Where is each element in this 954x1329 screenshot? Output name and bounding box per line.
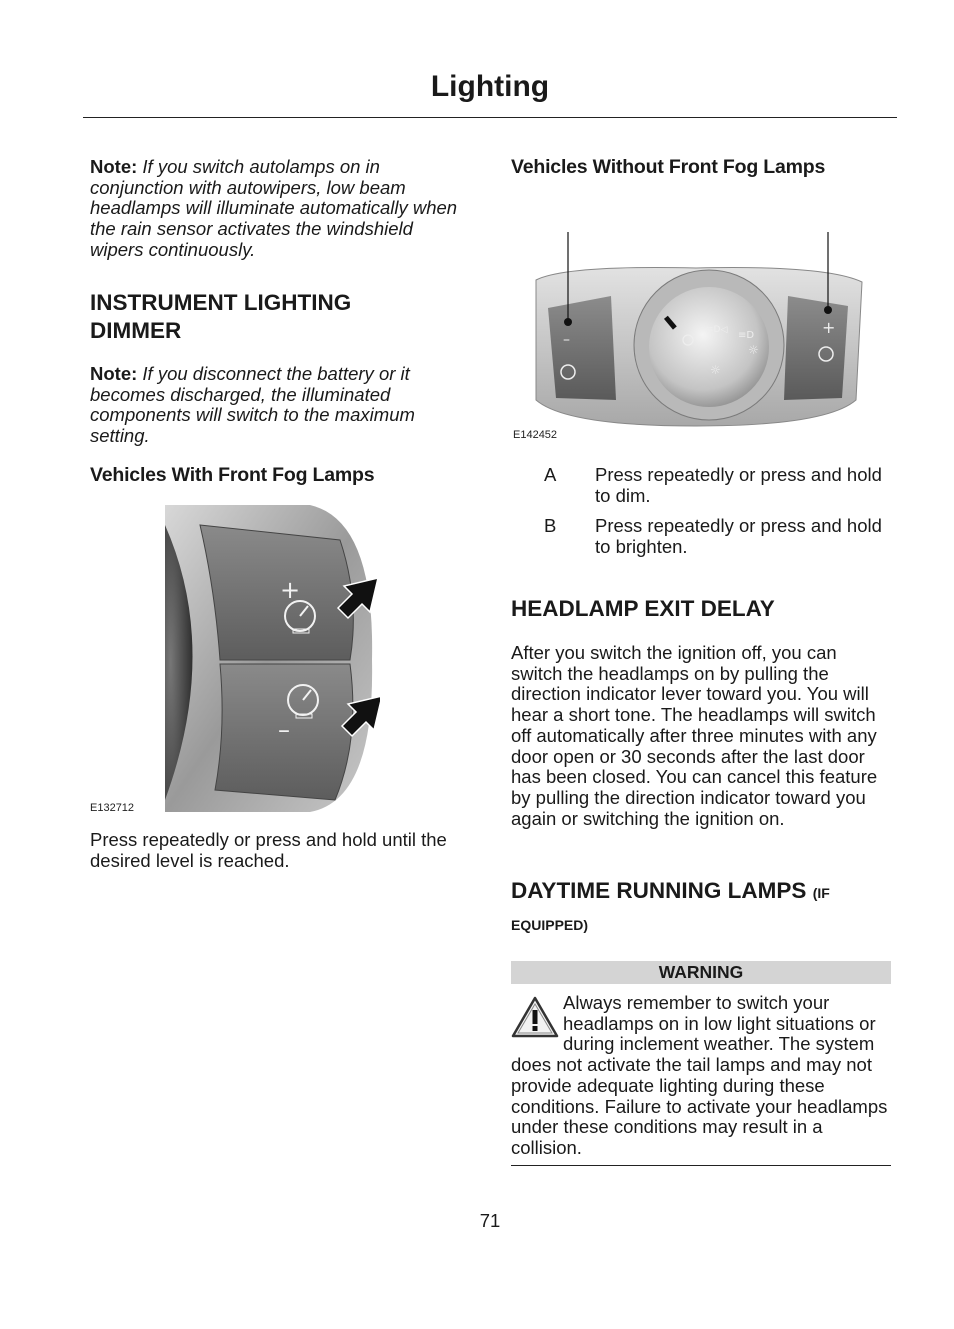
fog-heading: Vehicles With Front Fog Lamps bbox=[90, 464, 375, 486]
legend-key: A bbox=[544, 464, 557, 485]
headlamp-switch-illustration bbox=[526, 230, 866, 430]
autolamps-note bbox=[90, 157, 462, 261]
svg-text:≡D: ≡D bbox=[738, 330, 755, 341]
page-number: 71 bbox=[479, 1210, 501, 1231]
warning-rule bbox=[511, 1165, 891, 1166]
dimmer-heading: INSTRUMENT LIGHTING DIMMER bbox=[90, 290, 352, 343]
warning-triangle-icon bbox=[511, 995, 559, 1039]
drl-heading-text: DAYTIME RUNNING LAMPS bbox=[511, 878, 807, 903]
exit-delay-text: After you switch the ignition off, you can switch the headlamps on by pulling the direction indicator lever toward you. You will hear a short tone. The headlamps will switch off automatically after three minutes with any door open or 30 seconds after the last door has been closed. You can cancel this feature by pulling the direction indicator toward you again or switching the ignition on. bbox=[511, 642, 878, 829]
svg-text:–: – bbox=[563, 332, 570, 348]
svg-text:☼: ☼ bbox=[748, 343, 759, 357]
svg-text:+: + bbox=[280, 576, 301, 604]
fog-instruction: Press repeatedly or press and hold until the desired level is reached. bbox=[90, 829, 447, 871]
legend-key: B bbox=[544, 515, 557, 536]
note-text: If you disconnect the battery or it becomes discharged, the illuminated components will switch to the maximum setting. bbox=[90, 363, 415, 447]
drl-heading-suffix: (IF bbox=[812, 885, 830, 901]
svg-text:+: + bbox=[822, 318, 836, 337]
figure-code: E142452 bbox=[513, 429, 558, 441]
warning-body bbox=[511, 993, 891, 1159]
no-fog-heading: Vehicles Without Front Fog Lamps bbox=[511, 156, 826, 178]
page-title: Lighting bbox=[430, 70, 550, 103]
drl-heading-suffix-line2: EQUIPPED) bbox=[511, 917, 589, 933]
note-label: Note: bbox=[90, 363, 138, 384]
note-text: If you switch autolamps on in conjunction with autowipers, low beam headlamps will illuminate automatically when the rain sensor activates the windshield wipers continuously. bbox=[90, 156, 458, 260]
battery-note bbox=[90, 364, 462, 447]
warning-text: Always remember to switch your headlamps on in low light situations or during inclement weather. The system does not activate the tail lamps and may not provide adequate lighting during these conditions. Failure to activate your headlamps under these conditions may result in a collision. bbox=[511, 992, 888, 1158]
dimmer-switch-illustration bbox=[160, 500, 380, 815]
legend-text: Press repeatedly or press and hold to dim. bbox=[595, 464, 882, 506]
svg-text:≡D◁: ≡D◁ bbox=[706, 325, 728, 335]
note-label: Note: bbox=[90, 156, 138, 177]
legend-text: Press repeatedly or press and hold to brighten. bbox=[595, 515, 882, 557]
drl-heading bbox=[511, 877, 891, 907]
svg-text:☼: ☼ bbox=[710, 363, 721, 377]
exit-delay-heading: HEADLAMP EXIT DELAY bbox=[511, 596, 775, 621]
warning-bar: WARNING bbox=[511, 961, 891, 984]
title-rule bbox=[83, 117, 897, 118]
svg-text:–: – bbox=[278, 716, 290, 744]
figure-code: E132712 bbox=[90, 802, 135, 814]
